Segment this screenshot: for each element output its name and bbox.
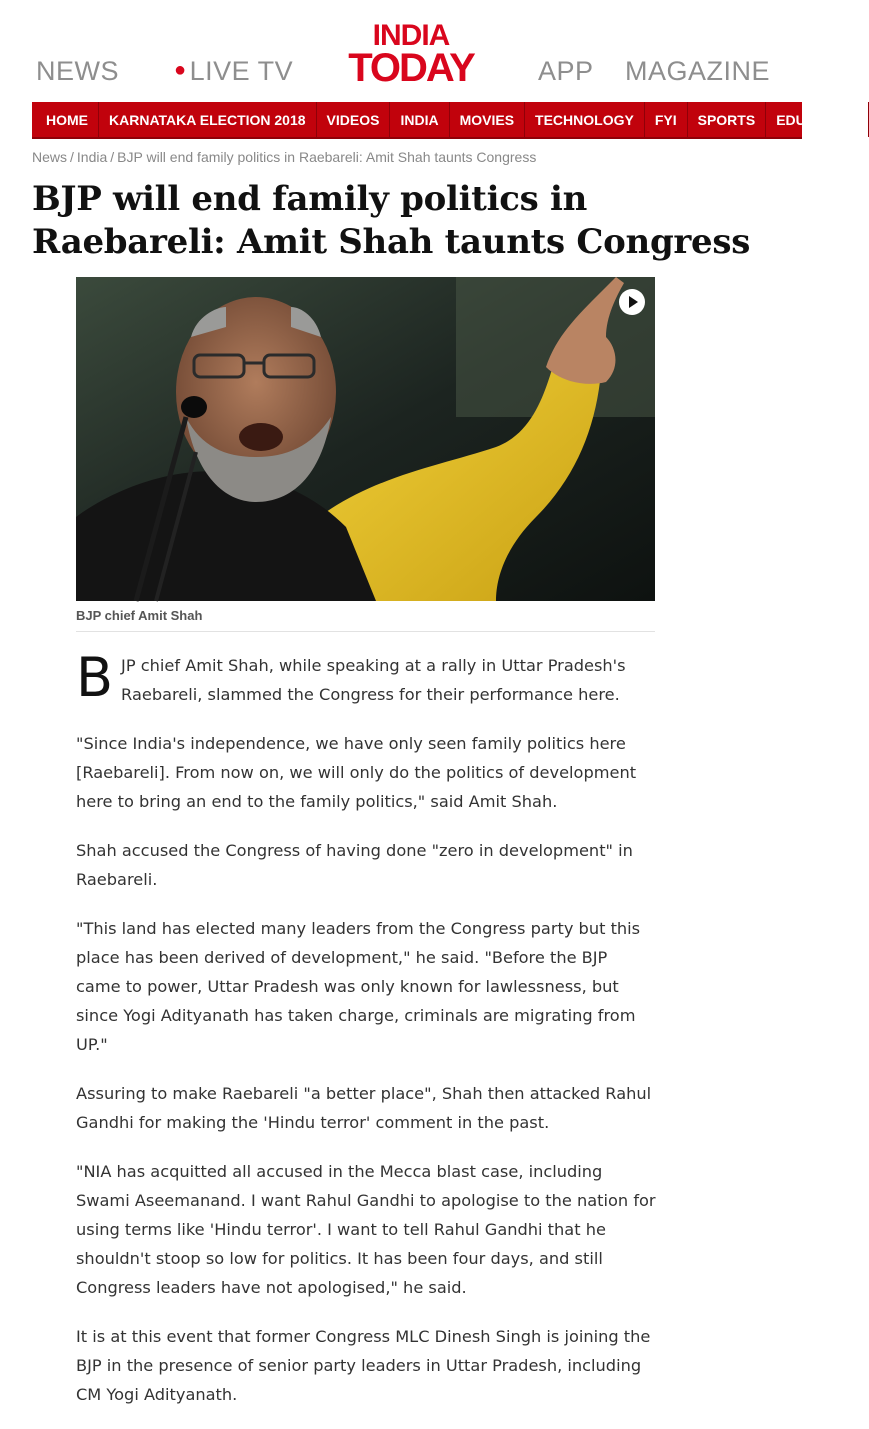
breadcrumb — [32, 149, 536, 165]
site-header — [0, 0, 802, 100]
article-hero-image[interactable] — [76, 277, 655, 601]
paragraph-text: JP chief Amit Shah, while speaking at a rally in Uttar Pradesh's Raebareli, slammed the Congress for their performance here. — [121, 656, 626, 704]
article-paragraph — [76, 646, 656, 709]
nav-item-india[interactable]: INDIA — [390, 102, 449, 137]
nav-item-home[interactable]: HOME — [32, 102, 99, 137]
article-headline: BJP will end family politics in Raebareli: Amit Shah taunts Congress — [32, 179, 751, 262]
article-paragraph: Shah accused the Congress of having done "zero in development" in Raebareli. — [76, 841, 633, 889]
nav-item-education[interactable]: EDUCATION — [766, 102, 869, 137]
live-tv-label: LIVE TV — [189, 56, 294, 86]
article-paragraph: "NIA has acquitted all accused in the Mecca blast case, including Swami Aseemanand. I want Rahul Gandhi to apologise to the nation for using terms like 'Hindu terror'. I want to tell Rahul Gandhi that he shouldn't stoop so low for politics. It has been four days, and still Congress leaders have not apologised," he said. — [76, 1162, 656, 1297]
hero-photo — [76, 277, 655, 601]
logo-line-2: TODAY — [348, 46, 474, 90]
breadcrumb-india[interactable]: India — [76, 149, 108, 165]
article-paragraph: "Since India's independence, we have only seen family politics here [Raebareli]. From now on, we will only do the politics of development here to bring an end to the family politics," said Amit Shah. — [76, 734, 637, 811]
main-nav — [32, 102, 859, 139]
logo-line-1: INDIA — [372, 19, 450, 52]
article-body — [76, 646, 656, 1429]
nav-item-movies[interactable]: MOVIES — [450, 102, 525, 137]
nav-item-videos[interactable]: VIDEOS — [317, 102, 391, 137]
top-link-live-tv[interactable] — [174, 56, 293, 87]
nav-item-technology[interactable]: TECHNOLOGY — [525, 102, 645, 137]
article-paragraph: It is at this event that former Congress MLC Dinesh Singh is joining the BJP in the presence of senior party leaders in Uttar Pradesh, including CM Yogi Adityanath. — [76, 1327, 651, 1404]
article-paragraph: Assuring to make Raebareli "a better place", Shah then attacked Rahul Gandhi for making the 'Hindu terror' comment in the past. — [76, 1084, 652, 1132]
drop-cap: B — [76, 646, 114, 709]
article-paragraph: "This land has elected many leaders from the Congress party but this place has been derived of development," he said. "Before the BJP came to power, Uttar Pradesh was only known for lawlessness, but since Yogi Adityanath has taken charge, criminals are migrating from UP." — [76, 919, 641, 1054]
breadcrumb-current: BJP will end family politics in Raebareli: Amit Shah taunts Congress — [117, 149, 537, 165]
nav-item-karnataka-election[interactable]: KARNATAKA ELECTION 2018 — [99, 102, 317, 137]
top-link-magazine[interactable]: MAGAZINE — [625, 56, 771, 86]
live-dot-icon: ● — [174, 59, 187, 81]
breadcrumb-separator: / — [70, 149, 74, 165]
nav-item-sports[interactable]: SPORTS — [688, 102, 767, 137]
image-caption: BJP chief Amit Shah — [76, 608, 203, 623]
breadcrumb-separator: / — [110, 149, 115, 165]
breadcrumb-news[interactable]: News — [32, 149, 68, 165]
nav-item-fyi[interactable]: FYI — [645, 102, 688, 137]
top-link-news[interactable]: NEWS — [36, 56, 119, 86]
top-link-app[interactable]: APP — [538, 56, 594, 86]
india-today-logo[interactable] — [336, 19, 486, 92]
play-icon[interactable] — [619, 289, 645, 315]
caption-divider — [76, 631, 655, 632]
